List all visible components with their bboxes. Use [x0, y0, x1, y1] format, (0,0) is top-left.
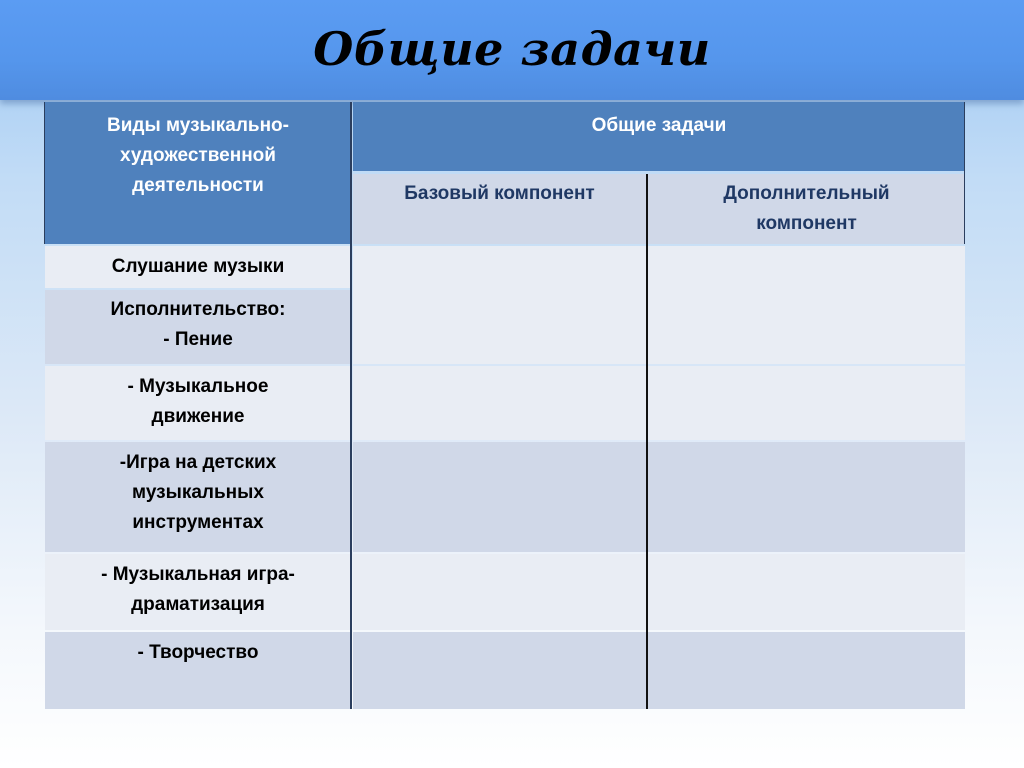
row-base-cell: [353, 246, 646, 364]
activity-line: драматизация: [131, 594, 265, 615]
activity-line: инструментах: [132, 512, 264, 533]
activity-line: - Музыкальная игра-: [101, 564, 295, 585]
header-activity-line: художественной: [120, 145, 276, 166]
row-activity-cell: [45, 246, 351, 288]
row-base-cell: [353, 442, 646, 552]
slide-title: Общие задачи: [313, 22, 711, 76]
row-activity-cell: [45, 554, 351, 630]
row-additional-cell: [648, 366, 965, 440]
activity-line: музыкальных: [132, 482, 264, 503]
activity-line: -Игра на детских: [119, 452, 277, 473]
header-activity-line: деятельности: [132, 175, 264, 196]
header-activity-line: Виды музыкально-: [107, 115, 289, 136]
subheader-additional-line: Дополнительный: [723, 183, 890, 204]
column-divider: [350, 102, 352, 709]
header-general-tasks-label: Общие задачи: [591, 115, 727, 136]
activity-line: - Пение: [163, 329, 233, 350]
row-additional-cell: [648, 632, 965, 709]
header-general-tasks: [353, 102, 965, 171]
activity-line: Слушание музыки: [111, 256, 285, 277]
subheader-additional-component: [648, 174, 965, 244]
activity-line: - Музыкальное: [127, 376, 269, 397]
row-base-cell: [353, 632, 646, 709]
column-divider: [646, 174, 648, 709]
row-activity-cell: [45, 290, 351, 364]
header-activity-types: [45, 102, 351, 244]
row-activity-cell: [45, 442, 351, 552]
table-left-border: [44, 102, 45, 244]
row-additional-cell: [648, 246, 965, 364]
subheader-base-component: [353, 174, 646, 244]
row-activity-cell: [45, 632, 351, 709]
table-right-border: [964, 102, 965, 244]
subheader-base-label: Базовый компонент: [404, 183, 595, 204]
row-base-cell: [353, 554, 646, 630]
row-activity-cell: [45, 366, 351, 440]
row-additional-cell: [648, 442, 965, 552]
activity-line: Исполнительство:: [110, 299, 286, 320]
row-base-cell: [353, 366, 646, 440]
activity-line: движение: [151, 406, 245, 427]
subheader-additional-line: компонент: [756, 213, 857, 234]
row-additional-cell: [648, 554, 965, 630]
activity-line: - Творчество: [137, 642, 259, 663]
